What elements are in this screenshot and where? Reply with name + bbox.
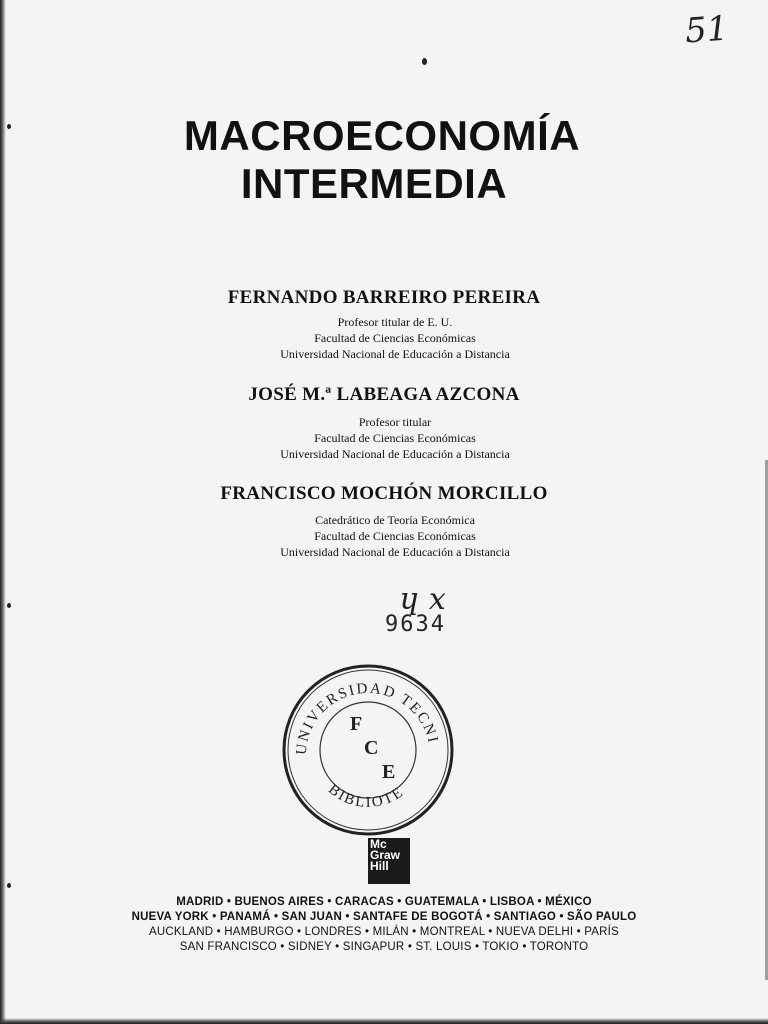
author-affiliation	[0, 414, 768, 462]
author-affiliation	[0, 512, 768, 560]
scan-speck	[7, 603, 11, 608]
publisher-cities-line: MADRID • BUENOS AIRES • CARACAS • GUATEMALA • LISBOA • MÉXICO	[176, 896, 592, 908]
scan-speck	[7, 883, 11, 888]
publisher-cities-line: SAN FRANCISCO • SIDNEY • SINGAPUR • ST. LOUIS • TOKIO • TORONTO	[179, 941, 589, 953]
affiliation-line: Catedrático de Teoría Económica	[315, 513, 475, 527]
scan-edge-bottom	[0, 1018, 768, 1024]
mcgraw-hill-logo	[368, 838, 410, 884]
affiliation-line: Facultad de Ciencias Económicas	[314, 431, 476, 445]
affiliation-line: Universidad Nacional de Educación a Distancia	[280, 545, 510, 559]
affiliation-line: Facultad de Ciencias Económicas	[314, 529, 476, 543]
affiliation-line: Universidad Nacional de Educación a Distancia	[280, 347, 510, 361]
affiliation-line: Profesor titular	[358, 415, 432, 429]
author-name: JOSÉ M.ª LABEAGA AZCONA	[248, 384, 520, 405]
stamp-letter: C	[364, 737, 379, 759]
book-title-line1: MACROECONOMÍA	[183, 112, 581, 159]
handwritten-number: 9634	[385, 612, 446, 637]
logo-line: Mc	[370, 837, 387, 851]
affiliation-line: Profesor titular de E. U.	[337, 315, 453, 329]
publisher-cities-line: AUCKLAND • HAMBURGO • LONDRES • MILÁN • MONTREAL • NUEVA DELHI • PARÍS	[149, 926, 619, 938]
scan-speck	[422, 58, 427, 65]
affiliation-line: Facultad de Ciencias Económicas	[314, 331, 476, 345]
affiliation-line: Universidad Nacional de Educación a Distancia	[280, 447, 510, 461]
stamp-text-top: UNIVERSIDAD TECNI	[293, 680, 441, 756]
stamp-letter: F	[350, 713, 363, 735]
author-affiliation	[0, 314, 768, 362]
author-name: FERNANDO BARREIRO PEREIRA	[227, 287, 541, 308]
publisher-cities-line: NUEVA YORK • PANAMÁ • SAN JUAN • SANTAFE DE BOGOTÁ • SANTIAGO • SÃO PAULO	[131, 911, 637, 923]
stamp-letter: E	[382, 761, 396, 783]
handwritten-mark: ɥ x	[400, 582, 446, 617]
logo-line: Graw	[370, 848, 401, 862]
logo-line: Hill	[370, 859, 389, 873]
library-stamp	[278, 660, 458, 840]
author-name: FRANCISCO MOCHÓN MORCILLO	[220, 483, 548, 504]
handwritten-note: 51	[683, 8, 730, 52]
book-title-line2: INTERMEDIA	[240, 160, 508, 207]
stamp-text-bottom: BIBLIOTE	[325, 781, 408, 812]
